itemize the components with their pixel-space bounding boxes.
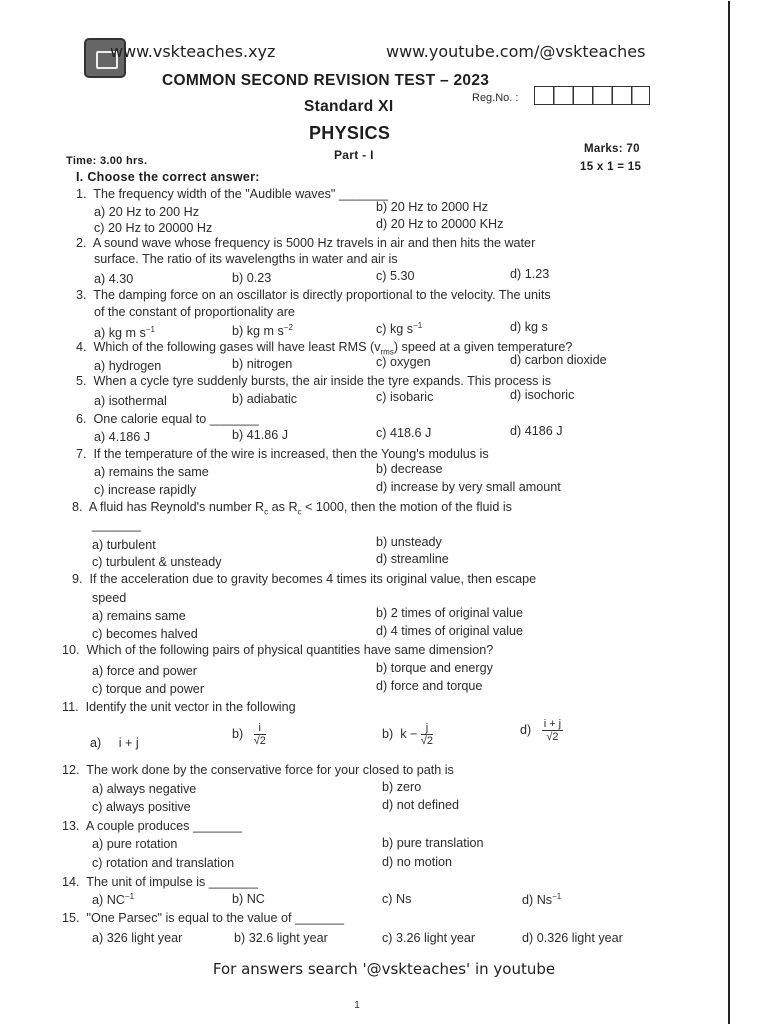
q15-option-c: c) 3.26 light year: [382, 931, 476, 945]
q2-option-a: a) 4.30: [94, 272, 134, 286]
q1-option-b: b) 20 Hz to 2000 Hz: [376, 200, 489, 214]
website-link[interactable]: www.vskteaches.xyz: [110, 42, 276, 61]
q15-option-b: b) 32.6 light year: [234, 931, 328, 945]
question-8: 8. A fluid has Reynold's number $R_c$ as $R_c < 1000$, then the motion of the fluid is: [72, 500, 512, 517]
q13-option-c: c) rotation and translation: [92, 856, 235, 870]
q5-option-c: c) isobaric: [376, 390, 434, 404]
q4-option-b: b) nitrogen: [232, 357, 293, 371]
q2-option-d: d) 1.23: [510, 267, 550, 281]
q9-option-b: b) 2 times of original value: [376, 606, 523, 620]
q5-option-a: a) isothermal: [94, 394, 167, 408]
q12-option-a: a) always negative: [92, 782, 197, 796]
q13-option-a: a) pure rotation: [92, 837, 178, 851]
question-9-line2: speed: [92, 591, 127, 605]
q15-option-a: a) 326 light year: [92, 931, 183, 945]
q4-option-d: d) carbon dioxide: [510, 353, 607, 367]
q2-option-b: b) 0.23: [232, 271, 272, 285]
question-2-line2: surface. The ratio of its wavelengths in water and air is: [94, 252, 398, 266]
question-4: 4. Which of the following gases will have least RMS $(v_{rms})$ speed at a given temperature?: [76, 340, 573, 357]
marks-label: Marks: 70: [584, 143, 640, 155]
q11-option-d: d) $\frac{i + j}{√2}$: [520, 718, 562, 743]
question-12: 12. The work done by the conservative force for your closed to path is: [62, 763, 454, 777]
q13-option-b: b) pure translation: [382, 836, 484, 850]
q3-option-b: b) kg m $s^{-2}$: [232, 323, 293, 339]
q6-option-a: a) 4.186 J: [94, 430, 151, 444]
q11-option-b: b) $\frac{i}{√2}$: [232, 722, 266, 747]
q6-option-c: c) 418.6 J: [376, 426, 432, 440]
q6-option-d: d) 4186 J: [510, 424, 563, 438]
q3-option-c: c) kg $s^{-1}$: [376, 321, 423, 337]
scan-edge-line: [728, 1, 730, 1024]
footer-note: For answers search '@vskteaches' in youtube: [212, 960, 556, 978]
question-14: 14. The unit of impulse is _______: [62, 875, 258, 889]
q1-option-a: a) 20 Hz to 200 Hz: [94, 205, 199, 219]
question-3: 3. The damping force on an oscillator is directly proportional to the velocity. The units: [76, 288, 551, 302]
question-1: 1. The frequency width of the "Audible waves" _______: [76, 187, 388, 201]
q8-option-c: c) turbulent & unsteady: [92, 555, 222, 569]
q5-option-b: b) adiabatic: [232, 392, 298, 406]
q4-option-c: c) oxygen: [376, 355, 431, 369]
section-heading: I. Choose the correct answer:: [76, 170, 260, 184]
q9-option-c: c) becomes halved: [92, 627, 198, 641]
q7-option-b: b) decrease: [376, 462, 443, 476]
q3-option-d: d) kg s: [510, 320, 548, 334]
regno-label: Reg.No. :: [472, 92, 519, 104]
question-13: 13. A couple produces _______: [62, 819, 242, 833]
q12-option-d: d) not defined: [382, 798, 460, 812]
question-7: 7. If the temperature of the wire is increased, then the Young's modulus is: [76, 447, 489, 461]
question-9: 9. If the acceleration due to gravity becomes 4 times its original value, then escape: [72, 572, 537, 586]
question-5: 5. When a cycle tyre suddenly bursts, the air inside the tyre expands. This process is: [76, 374, 552, 388]
question-8-blank: _______: [92, 518, 142, 532]
q12-option-b: b) zero: [382, 780, 422, 794]
question-15: 15. "One Parsec" is equal to the value of _______: [62, 911, 345, 925]
q9-option-a: a) remains same: [92, 609, 186, 623]
q7-option-a: a) remains the same: [94, 465, 209, 479]
page-number: 1: [354, 1000, 360, 1011]
marks-scheme: 15 x 1 = 15: [580, 161, 642, 173]
q14-option-b: b) NC: [232, 892, 265, 906]
youtube-link[interactable]: www.youtube.com/@vskteaches: [386, 42, 646, 61]
q14-option-d: d) $Ns^{-1}$: [522, 892, 562, 908]
q10-option-a: a) force and power: [92, 664, 198, 678]
q15-option-d: d) 0.326 light year: [522, 931, 623, 945]
q1-option-c: c) 20 Hz to 20000 Hz: [94, 221, 213, 235]
q8-option-b: b) unsteady: [376, 535, 442, 549]
q13-option-d: d) no motion: [382, 855, 453, 869]
q10-option-b: b) torque and energy: [376, 661, 493, 675]
subject-title: PHYSICS: [309, 123, 391, 143]
regno-boxes: [534, 86, 650, 105]
q9-option-d: d) 4 times of original value: [376, 624, 523, 638]
q12-option-c: c) always positive: [92, 800, 191, 814]
q10-option-c: c) torque and power: [92, 682, 205, 696]
q2-option-c: c) 5.30: [376, 269, 415, 283]
q8-option-a: a) turbulent: [92, 538, 156, 552]
q11-option-a: a) i + j: [90, 736, 139, 750]
standard-label: Standard XI: [304, 98, 394, 115]
question-3-line2: of the constant of proportionality are: [94, 305, 295, 319]
q4-option-a: a) hydrogen: [94, 359, 162, 373]
q7-option-c: c) increase rapidly: [94, 483, 197, 497]
q10-option-d: d) force and torque: [376, 679, 483, 693]
time-label: Time: 3.00 hrs.: [66, 155, 148, 167]
question-10: 10. Which of the following pairs of physical quantities have same dimension?: [62, 643, 494, 657]
q8-option-d: d) streamline: [376, 552, 449, 566]
q14-option-c: c) Ns: [382, 892, 412, 906]
q3-option-a: a) kg m $s^{-1}$: [94, 325, 155, 341]
q5-option-d: d) isochoric: [510, 388, 575, 402]
question-6: 6. One calorie equal to _______: [76, 412, 259, 426]
question-11: 11. Identify the unit vector in the following: [62, 700, 296, 714]
q6-option-b: b) 41.86 J: [232, 428, 289, 442]
q1-option-d: d) 20 Hz to 20000 KHz: [376, 217, 504, 231]
part-label: Part - I: [334, 148, 374, 162]
question-2: 2. A sound wave whose frequency is 5000 Hz travels in air and then hits the water: [76, 236, 536, 250]
q14-option-a: a) $NC^{-1}$: [92, 892, 135, 908]
q11-option-c: b) k − $\frac{j}{√2}$: [382, 722, 434, 747]
exam-title: COMMON SECOND REVISION TEST – 2023: [162, 72, 490, 89]
q7-option-d: d) increase by very small amount: [376, 480, 561, 494]
